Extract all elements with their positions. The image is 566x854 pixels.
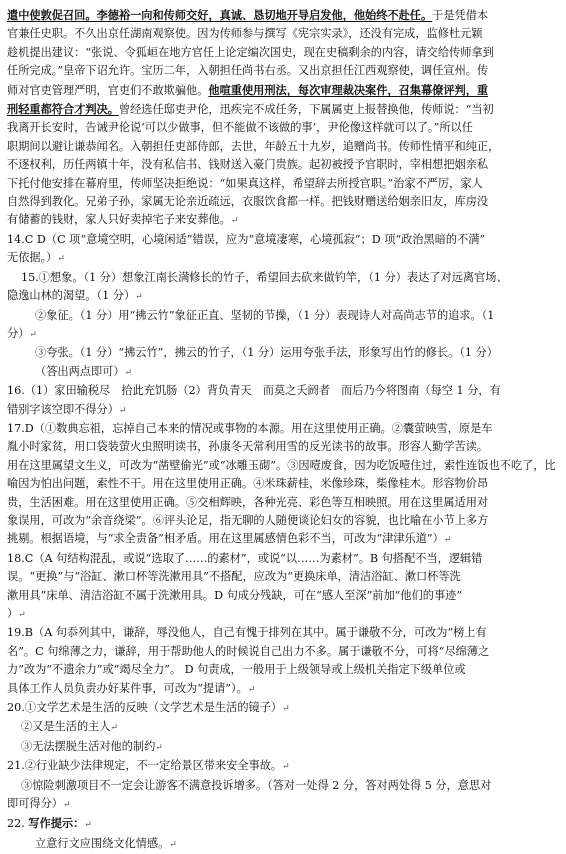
- text-line: [7, 307, 558, 325]
- paragraph-mark-icon: ↵: [110, 723, 119, 734]
- text-segment: 隐逸山林的渴望。（1 分）: [7, 289, 136, 303]
- text-line: [7, 643, 558, 661]
- text-segment: 于是凭借本: [432, 9, 489, 22]
- paragraph-mark-icon: ↵: [84, 820, 92, 831]
- underlined-text: 刑轻重都符合才判决。: [7, 102, 119, 117]
- paragraph-mark-icon: ↵: [247, 684, 256, 695]
- text-segment: 无依据。）: [7, 251, 58, 265]
- text-line: [7, 814, 558, 834]
- text-segment: 不逐权利，历任两镇十年，没有私信书、钱财送入豪门贵族。起初被授予官职时，宰相想把姻亲私: [7, 158, 489, 172]
- text-line: [7, 661, 558, 679]
- text-line: [7, 249, 558, 268]
- paragraph-mark-icon: ↵: [135, 292, 143, 303]
- paragraph-mark-icon: ↵: [118, 405, 127, 416]
- text-line: [7, 363, 558, 382]
- text-segment: 下托付他安排在幕府里，传师坚决拒绝说：“如果真这样，希望辞去所授官职。”治家不严厉，家人: [7, 176, 483, 190]
- text-line: [7, 401, 558, 420]
- paragraph-mark-icon: ↵: [230, 216, 239, 227]
- text-segment: 胤小时家贫，用口袋装萤火虫照明读书，孙康冬天常利用雪的反光读书的故事。形容人勤学苦读。: [7, 440, 489, 454]
- text-line: [7, 494, 558, 512]
- text-line: [7, 175, 558, 193]
- text-line: [7, 6, 558, 25]
- text-segment: 分）: [7, 326, 30, 340]
- text-line: [7, 287, 558, 306]
- text-segment: 错别字该空即不得分）: [7, 402, 119, 416]
- text-line: [7, 119, 558, 137]
- text-line: [7, 44, 558, 62]
- underlined-text: 他喧重使用刑法，每次审理裁决案件，召集幕僚评判，重: [208, 82, 489, 97]
- text-line: [7, 757, 558, 776]
- text-segment: 职期间以避让谦恭闻名。入朝担任吏部侍郎，去世，年龄五十九岁，追赠尚书。传师性情平和纯正，: [7, 139, 500, 153]
- text-line: [7, 231, 558, 249]
- text-line: [7, 718, 558, 737]
- text-line: [7, 382, 558, 400]
- text-segment: 具体工作人员负责办好某件事，可改为“提请”）。: [7, 681, 248, 695]
- text-segment: 20.①文学艺术是生活的反映（文学艺术是生活的镜子）: [7, 701, 283, 715]
- text-line: [7, 211, 558, 230]
- text-segment: ）: [7, 607, 19, 620]
- text-line: [7, 835, 558, 854]
- text-segment: 任所完成。”皇帝下诏允许。宝历二年，入朝担任尚书右丞。又出京担任江西观察使，调任宣州。传: [7, 64, 489, 78]
- text-line: [7, 777, 558, 795]
- text-segment: 名”。C 句绵薄之力，谦辞，用于帮助他人的时候说自己出力不多。属于谦敬不分，可将“尽绵薄之: [7, 644, 490, 658]
- text-line: [7, 156, 558, 174]
- text-line: [7, 81, 558, 100]
- text-line: [7, 738, 558, 757]
- text-segment: ③无法摆脱生活对他的制约: [21, 739, 156, 753]
- text-segment: 挑剔。根据语境，与“求全责备”相矛盾。用在这里属感情色彩不当，可改为“津津乐道”）: [7, 532, 444, 546]
- text-line: [7, 568, 558, 586]
- text-line: [7, 475, 558, 493]
- text-line: [7, 530, 558, 549]
- text-segment: 误。“更换”与“浴缸、漱口杯等洗漱用具”不搭配，应改为“更换床单，清洁浴缸、漱口杯等洗: [7, 570, 461, 584]
- text-line: [7, 438, 558, 456]
- paragraph-mark-icon: ↵: [124, 367, 133, 378]
- text-line: [7, 100, 558, 119]
- text-segment: 22.: [7, 817, 29, 831]
- text-segment: 立意行文应围绕文化情感。: [35, 836, 170, 850]
- text-segment: 17.D（①数典忘祖，忘掉自己本来的情况或事物的本源。用在这里使用正确。②囊萤映雪，原是车: [7, 421, 493, 435]
- paragraph-mark-icon: ↵: [18, 610, 26, 620]
- text-line: [7, 138, 558, 156]
- text-segment: 官兼任史职。不久出京任湖南观察使。因为传师参与撰写《宪宗实录》，还没有完成，监修杜元颖: [7, 27, 483, 41]
- text-segment: 14.C D（C 项“意境空明，心境闲适”错误，应为“意境凄寒，心境孤寂”；D 项“政治黑暗的不满”: [7, 232, 486, 246]
- paragraph-mark-icon: ↵: [29, 329, 37, 340]
- text-segment: 曾经选任邸吏尹伦，迅疾完不成任务，下属属吏上报替换他，传师说：“当初: [118, 103, 494, 117]
- text-segment: 师对官吏管理严明，官吏们不敢欺骗他。: [7, 83, 209, 97]
- paragraph-mark-icon: ↵: [443, 535, 452, 546]
- paragraph-mark-icon: ↵: [62, 800, 71, 811]
- text-segment: 15.①想象。（1 分）想象江南长满修长的竹子，希望回去砍来做钓竿，（1 分）表达了对远离官场、: [21, 270, 508, 284]
- text-line: [7, 680, 558, 699]
- text-line: [7, 587, 558, 605]
- text-line: [7, 269, 558, 287]
- text-segment: 趁机提出建议：“张说、令狐峘在地方官任上论定编次国史，现在史稿剩余的内容，请交给传师拿到: [7, 45, 494, 59]
- text-line: [7, 420, 558, 438]
- text-segment: 象误用，可改为“余音绕梁”。⑥评头论足，指无聊的人随便谈论妇女的容貌，也比喻在小节上多方: [7, 513, 489, 527]
- text-line: [7, 699, 558, 718]
- text-line: [7, 457, 558, 475]
- text-segment: 我离开长安时，告诫尹伦说‘可以少做事，但不能做不该做的事’，尹伦像这样就可以了。”所以任: [7, 121, 473, 135]
- text-line: [7, 624, 558, 642]
- text-segment: 喻因为怕出问题，索性不干。用在这里使用正确。④米珠薪桂，米像珍珠，柴像桂木。形容物价昂: [7, 477, 489, 491]
- text-line: [7, 512, 558, 530]
- text-segment: 漱用具”床单、清洁浴缸不属于洗漱用具。D 句成分残缺，可在“感人至深”前加“他们的事迹”: [7, 588, 463, 602]
- text-line: [7, 605, 558, 624]
- paragraph-mark-icon: ↵: [282, 762, 290, 773]
- text-line: [7, 325, 558, 344]
- underlined-text: 遣中使敦促召回。李德裕一向和传师交好，真诚、恳切地开导启发他，他始终不赴任。: [7, 8, 433, 22]
- paragraph-mark-icon: ↵: [282, 704, 290, 715]
- text-segment: 自然得到教化。兄弟子孙，家属无论亲近疏远，衣服饮食都一样。把钱财赠送给姻亲旧友，库房没: [7, 195, 489, 209]
- text-line: [7, 62, 558, 80]
- text-segment: （答出两点即可）: [35, 364, 125, 378]
- text-line: [7, 25, 558, 43]
- text-segment: 力”改为“不遗余力”或“竭尽全力”。 D 句责成，一般用于上级领导或上级机关指定下级单位或: [7, 663, 466, 677]
- text-segment: 贵，生活困难。用在这里使用正确。⑤交相辉映，各种光亮、彩色等互相映照。用在这里属适用对: [7, 495, 489, 509]
- text-segment: 即可得分）: [7, 797, 63, 811]
- text-segment: ③惊险刺激项目不一定会让游客不满意投诉增多。（答对一处得 2 分，答对两处得 5 分，意思对: [21, 778, 492, 792]
- text-segment: 19.B（A 句忝列其中，谦辞，辱没他人，自己有愧于排列在其中。属于谦敬不分，可改为“榜上有: [7, 626, 487, 640]
- text-segment: 用在这里属望文生义，可改为“凿壁偷光”或“冰雕玉砌”。③因噎废食，因为吃饭噎住过，索性连饭也不吃了，比: [7, 458, 556, 472]
- text-segment: ②象征。（1 分）用“拂云竹”象征正直、坚韧的节操，（1 分）表现诗人对高尚志节的追求。（1: [35, 308, 495, 322]
- text-segment: 写作提示：: [28, 816, 85, 831]
- text-segment: 有储蓄的钱财，家人只好卖掉宅子来安葬他。: [7, 213, 231, 227]
- paragraph-mark-icon: ↵: [169, 839, 177, 850]
- text-segment: 18.C（A 句结构混乱，或说“选取了……的素材”，或说“以……为素材”。B 句搭配不当，逻辑错: [7, 551, 483, 565]
- text-line: [7, 795, 558, 814]
- text-line: [7, 344, 558, 362]
- text-segment: ②又是生活的主人: [21, 720, 111, 734]
- paragraph-mark-icon: ↵: [155, 742, 163, 753]
- text-line: [7, 193, 558, 211]
- text-segment: ③夸张。（1 分）“拂云竹”，拂云的竹子，（1 分）运用夸张手法，形象写出竹的修长。（1 分）: [35, 346, 498, 360]
- paragraph-mark-icon: ↵: [57, 254, 65, 265]
- text-segment: 21.②行业缺少法律规定，不一定给景区带来安全事故。: [7, 759, 283, 773]
- text-segment: 16.（1）家田输税尽 拾此充饥肠（2）背负青天 而莫之夭阏者 而后乃今将图南（每空 1 分，有: [7, 384, 501, 398]
- text-line: [7, 550, 558, 568]
